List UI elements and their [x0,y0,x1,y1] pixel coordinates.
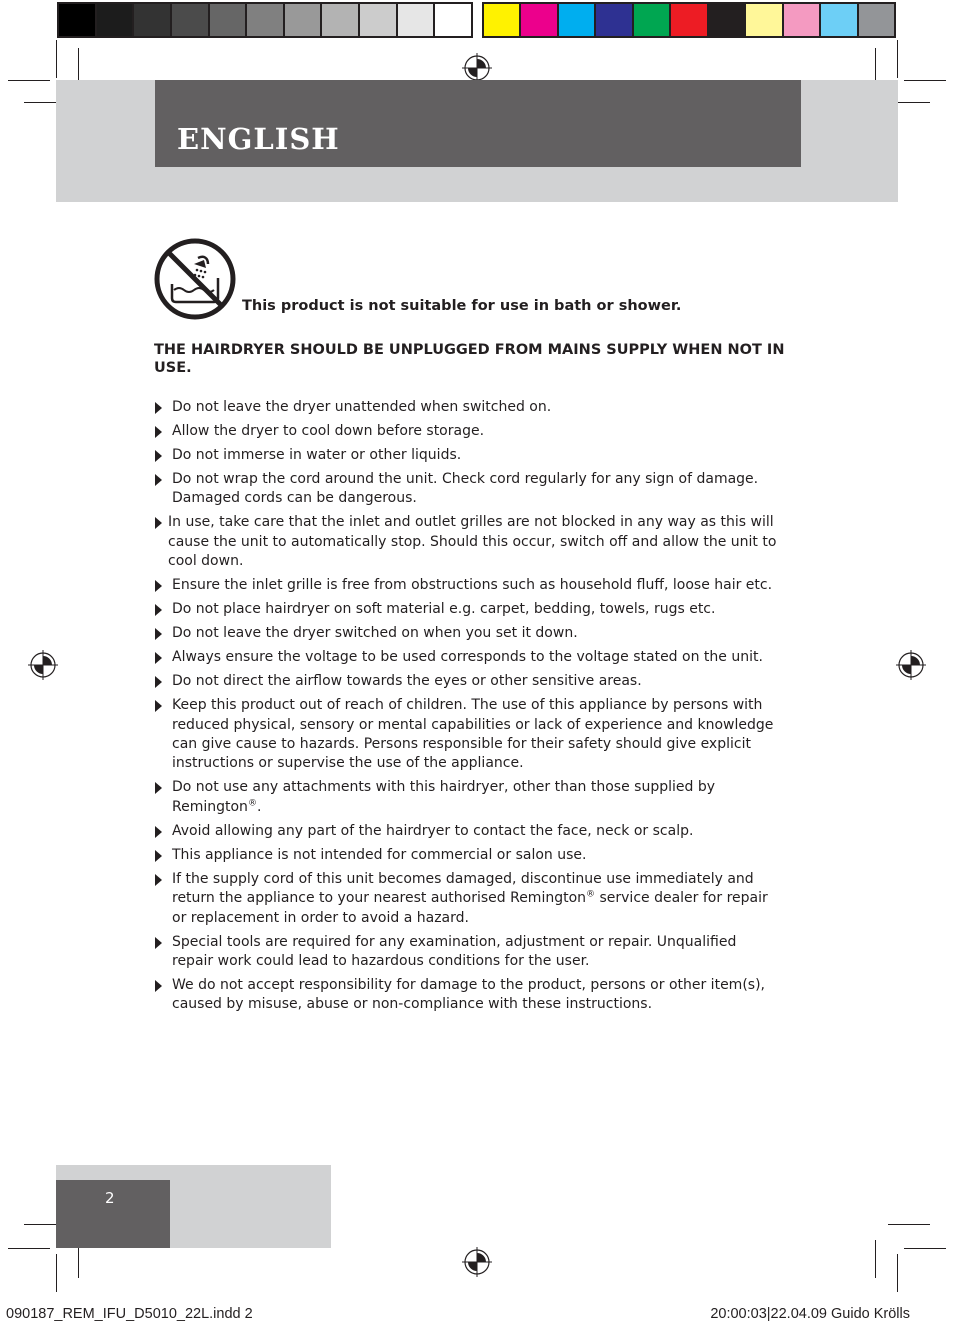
triangle-bullet-icon [155,937,162,949]
safety-item-text: Do not use any attachments with this hairdryer, other than those supplied by Remington [172,779,715,815]
color-swatch [671,4,706,36]
safety-list-item [154,822,779,841]
color-swatch [521,4,556,36]
safety-list-item [154,778,779,817]
process-color-bar [482,2,896,38]
color-swatch [322,4,358,36]
safety-item-text: We do not accept responsibility for damage to the product, persons or other item(s), caused by misuse, abuse or non-compliance with these instructions. [172,977,765,1013]
color-swatch [59,4,95,36]
safety-item-text: Do not leave the dryer unattended when switched on. [172,399,552,415]
safety-list-item [154,446,779,465]
safety-instructions-list [154,398,779,1019]
safety-item-text: This appliance is not intended for commercial or salon use. [172,846,587,863]
safety-list-item [154,648,779,667]
color-swatch [559,4,594,36]
triangle-bullet-icon [155,676,162,688]
safety-item-text: Do not direct the airflow towards the eyes or other sensitive areas. [172,673,642,690]
color-swatch [634,4,669,36]
safety-item-text: Always ensure the voltage to be used corresponds to the voltage stated on the unit. [172,649,763,666]
color-swatch [859,4,894,36]
safety-item-text: Ensure the inlet grille is free from obstructions such as household fluff, loose hair etc. [172,577,773,594]
crop-mark [875,1240,876,1278]
time-info: 20:00:03|22.04.09 Guido Krölls [710,1306,910,1322]
color-swatch [97,4,133,36]
safety-item-text: Do not place hairdryer on soft material e.g. carpet, bedding, towels, rugs etc. [172,601,716,618]
safety-list-item [154,933,779,972]
safety-item-text: If the supply cord of this unit becomes damaged, discontinue use immediately and return the appliance to your nearest authorised Remington [172,870,754,907]
color-swatch [596,4,631,36]
safety-item-text: Do not leave the dryer switched on when you set it down. [172,625,578,642]
safety-item-text: In use, take care that the inlet and outlet grilles are not blocked in any way as this will cause the unit to automatically stop. Should this occur, switch off and allow the unit to cool down. [168,514,777,570]
safety-list-item [154,846,779,865]
registered-mark: ® [586,889,596,900]
crop-mark [8,80,50,81]
color-swatch [821,4,856,36]
triangle-bullet-icon [155,402,162,414]
triangle-bullet-icon [155,782,162,794]
color-swatch [435,4,471,36]
title-box [155,80,801,167]
no-bath-shower-icon [154,238,236,320]
crop-mark [56,1254,57,1292]
safety-list-item [154,672,779,691]
color-swatch [709,4,744,36]
color-swatch [285,4,321,36]
color-swatch [398,4,434,36]
registration-mark-icon [462,53,492,83]
safety-list-item [154,696,779,774]
triangle-bullet-icon [155,980,162,992]
registration-mark-icon [896,650,926,680]
page-number-box [56,1180,170,1248]
crop-mark [897,40,898,78]
safety-list-item [154,470,779,509]
safety-item-text: Keep this product out of reach of children. The use of this appliance by persons with reduced physical, sensory or mental capabilities or lack of experience and knowledge can give cause to hazards. Persons responsible for their safety should give explicit instructions or supervise the use of the appliance. [172,697,774,772]
color-swatch [746,4,781,36]
triangle-bullet-icon [155,826,162,838]
safety-list-item [154,422,779,441]
registered-mark: ® [247,798,257,809]
page-title: ENGLISH [177,122,340,156]
triangle-bullet-icon [155,628,162,640]
file-info: 090187_REM_IFU_D5010_22L.indd 2 [6,1306,253,1322]
triangle-bullet-icon [155,604,162,616]
triangle-bullet-icon [155,850,162,862]
triangle-bullet-icon [155,874,162,886]
safety-item-text: Allow the dryer to cool down before storage. [172,423,485,439]
safety-item-text-tail: service dealer for repair or replacement in order to avoid a hazard. [172,890,768,926]
safety-item-text: Special tools are required for any examination, adjustment or repair. Unqualified repair work could lead to hazardous conditions for the user. [172,933,737,970]
registration-mark-icon [28,650,58,680]
triangle-bullet-icon [155,580,162,592]
crop-mark [56,40,57,78]
triangle-bullet-icon [155,517,162,529]
crop-mark [888,1224,930,1225]
safety-list-item [154,600,779,619]
page-number: 2 [105,1189,115,1207]
safety-list-item [154,624,779,643]
color-swatch [134,4,170,36]
triangle-bullet-icon [155,652,162,664]
color-swatch [247,4,283,36]
safety-item-text-tail: . [256,798,262,815]
bath-warning: This product is not suitable for use in bath or shower. [242,298,682,314]
triangle-bullet-icon [155,474,162,486]
safety-item-text: Avoid allowing any part of the hairdryer to contact the face, neck or scalp. [172,822,694,839]
safety-list-item [154,576,779,595]
safety-list-item [154,976,779,1015]
triangle-bullet-icon [155,450,162,462]
color-swatch [784,4,819,36]
triangle-bullet-icon [155,700,162,712]
crop-mark [8,1248,50,1249]
safety-item-text: Do not immerse in water or other liquids. [172,447,462,463]
triangle-bullet-icon [155,426,162,438]
color-swatch [210,4,246,36]
color-swatch [172,4,208,36]
color-swatch [360,4,396,36]
safety-item-text: Do not wrap the cord around the unit. Check cord regularly for any sign of damage. Damaged cords can be dangerous. [172,471,759,507]
color-swatch [484,4,519,36]
safety-list-item [154,513,779,571]
registration-mark-icon [462,1247,492,1277]
crop-mark [904,1248,946,1249]
safety-list-item [154,870,779,928]
crop-mark [904,80,946,81]
unplug-warning: THE HAIRDRYER SHOULD BE UNPLUGGED FROM MAINS SUPPLY WHEN NOT IN USE. [154,342,785,376]
crop-mark [897,1254,898,1292]
safety-list-item [154,398,779,417]
grayscale-color-bar [57,2,473,38]
